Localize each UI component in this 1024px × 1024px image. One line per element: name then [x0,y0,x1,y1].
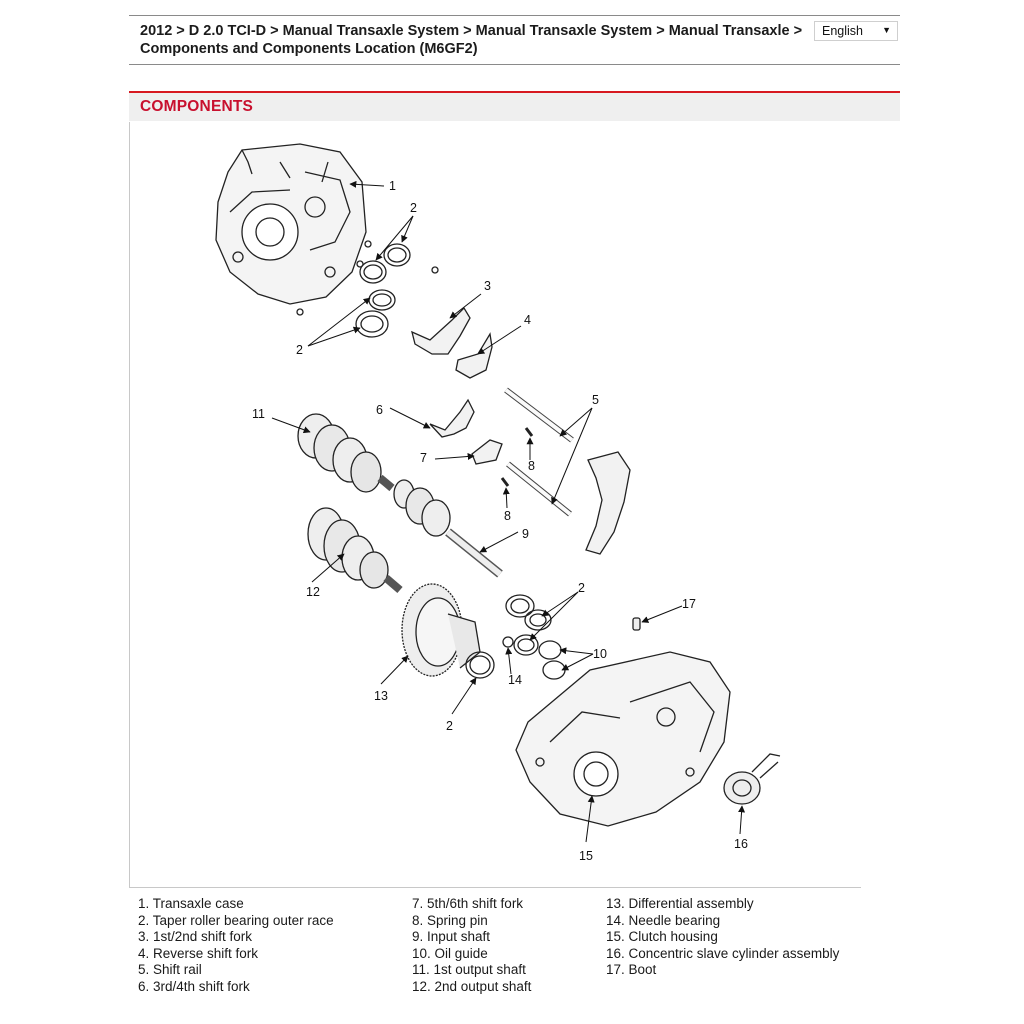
callout-6: 6 [376,403,383,417]
callout-2-d: 2 [446,719,453,733]
legend-item: 2. Taper roller bearing outer race [138,912,334,928]
components-diagram [129,122,861,888]
legend-item: 9. Input shaft [412,929,491,945]
callout-2-c: 2 [578,581,585,595]
header-bottom-rule [129,64,900,65]
callout-15: 15 [579,849,593,863]
callout-2-b: 2 [296,343,303,357]
section-title: COMPONENTS [140,98,254,115]
legend-item: 17. Boot [606,962,657,978]
callout-1: 1 [389,179,396,193]
legend-item: 4. Reverse shift fork [138,945,259,961]
legend-item: 15. Clutch housing [606,929,718,945]
callout-2-a: 2 [410,201,417,215]
callout-16: 16 [734,837,748,851]
callout-3: 3 [484,279,491,293]
boot-part [633,618,640,630]
legend-item: 6. 3rd/4th shift fork [138,978,250,994]
legend-item: 16. Concentric slave cylinder assembly [606,945,840,961]
callout-7: 7 [420,451,427,465]
legend-column-3 [606,896,839,979]
callout-4: 4 [524,313,531,327]
legend-item: 3. 1st/2nd shift fork [138,929,253,945]
callout-12: 12 [306,585,320,599]
legend-item: 12. 2nd output shaft [412,978,532,994]
callout-5: 5 [592,393,599,407]
legend-item: 8. Spring pin [412,912,488,928]
callout-13: 13 [374,689,388,703]
callout-9: 9 [522,527,529,541]
legend-item: 14. Needle bearing [606,912,721,928]
callout-8-a: 8 [528,459,535,473]
legend-column-2 [412,896,531,996]
legend-item: 1. Transaxle case [138,896,244,911]
breadcrumb[interactable]: 2012 > D 2.0 TCI-D > Manual Transaxle System > Manual Transaxle System > Manual Transaxle > Components and Components Location (M6GF2) [140,23,803,57]
legend-item: 7. 5th/6th shift fork [412,896,524,911]
shift-forks-1-2-reverse [412,308,492,378]
legend-item: 13. Differential assembly [606,896,754,911]
legend-item: 10. Oil guide [412,945,488,961]
bearing-races-lower [466,595,565,679]
exploded-view-illustration [130,122,862,888]
first-output-shaft [298,414,392,492]
input-shaft [394,480,500,574]
legend-item: 11. 1st output shaft [412,962,526,978]
concentric-slave-cylinder [724,754,780,804]
callout-10: 10 [593,647,607,661]
transaxle-case-part [216,144,366,304]
legend-item: 5. Shift rail [138,962,202,978]
callout-17: 17 [682,597,696,611]
callout-14: 14 [508,673,522,687]
differential-assembly [402,584,480,676]
callout-8-b: 8 [504,509,511,523]
chevron-down-icon: ▼ [882,25,891,35]
legend-column-1 [138,896,334,996]
header-top-rule [129,15,900,16]
section-header [129,91,900,121]
language-select[interactable] [814,21,898,41]
callout-11: 11 [252,407,265,421]
second-output-shaft [308,508,400,590]
language-select-value: English [822,24,863,38]
